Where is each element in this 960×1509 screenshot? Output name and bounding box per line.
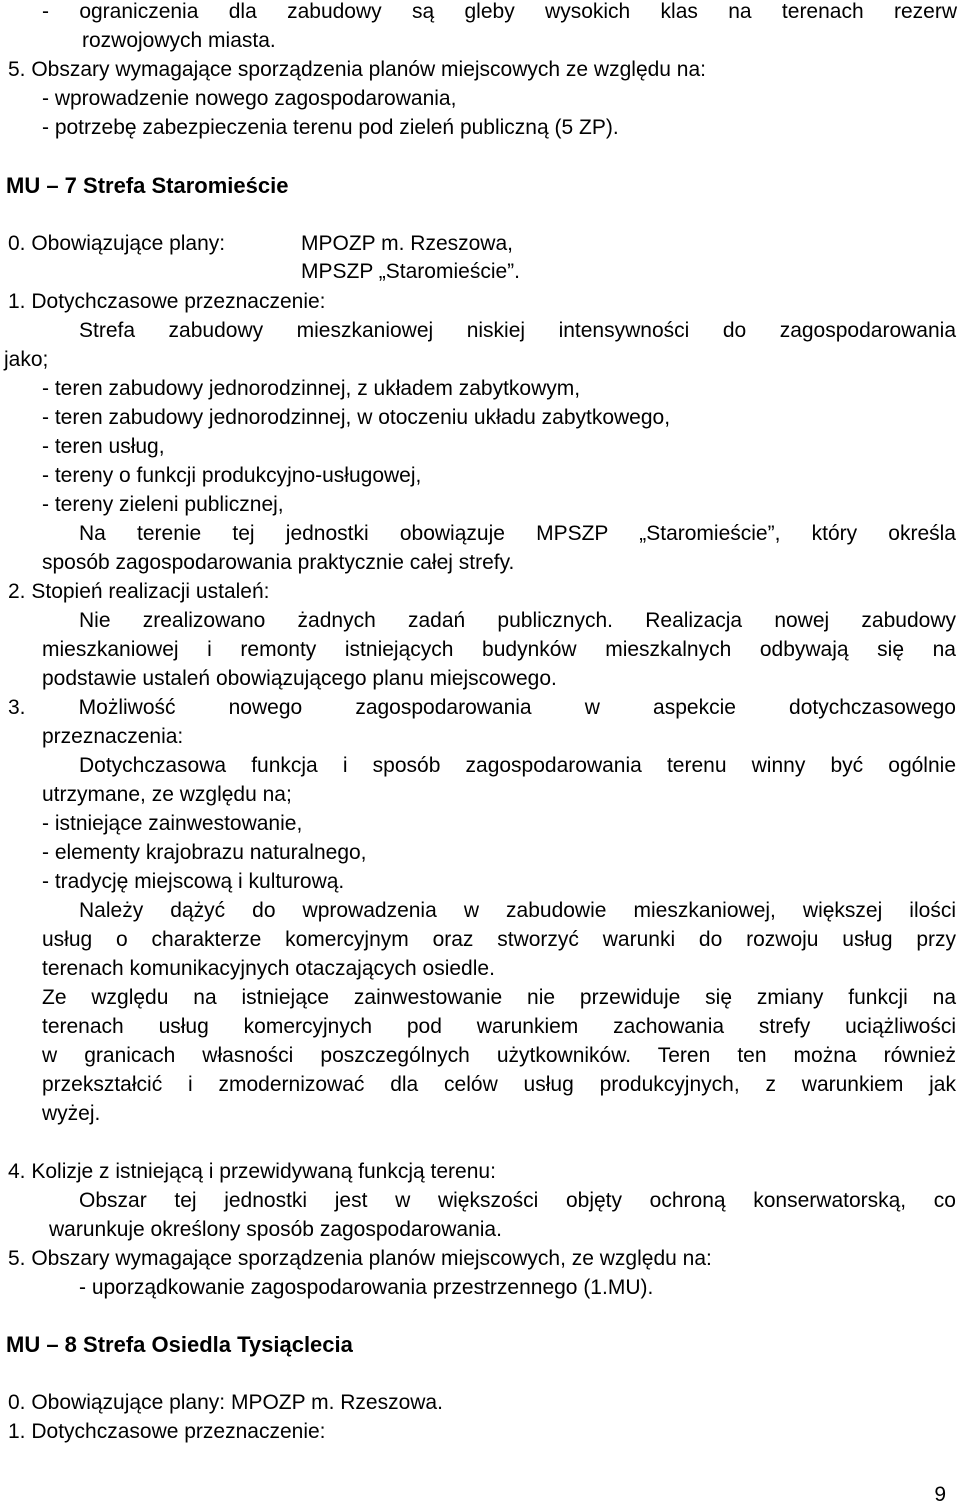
list-item: - uporządkowanie zagospodarowania przestrzennego (1.MU).	[79, 1276, 654, 1299]
list-item: - istniejące zainwestowanie,	[42, 812, 303, 835]
paragraph-line: Strefa zabudowy mieszkaniowej niskiej intensywności do zagospodarowania	[79, 319, 956, 342]
paragraph-line: Obszar tej jednostki jest w większości objęty ochroną konserwatorską, co	[79, 1189, 956, 1212]
plans-label: 0. Obowiązujące plany:	[8, 232, 226, 255]
paragraph-line: Nie zrealizowano żadnych zadań publicznych. Realizacja nowej zabudowy	[79, 609, 956, 632]
paragraph-line: mieszkaniowej i remonty istniejących budynków mieszkalnych odbywają się na	[42, 638, 956, 661]
subsection-title: 2. Stopień realizacji ustaleń:	[8, 580, 270, 603]
subsection-title: 1. Dotychczasowe przeznaczenie:	[8, 1420, 326, 1443]
list-item: - potrzebę zabezpieczenia terenu pod zieleń publiczną (5 ZP).	[42, 116, 619, 139]
section-heading: MU – 8 Strefa Osiedla Tysiąclecia	[6, 1332, 353, 1357]
paragraph-line: podstawie ustaleń obowiązującego planu miejscowego.	[42, 667, 557, 690]
list-item: - teren zabudowy jednorodzinnej, z układem zabytkowym,	[42, 377, 581, 400]
paragraph-line: utrzymane, ze względu na;	[42, 783, 292, 806]
list-item: - wprowadzenie nowego zagospodarowania,	[42, 87, 457, 110]
paragraph-line: terenach komunikacyjnych otaczających osiedle.	[42, 957, 495, 980]
list-item: - tradycję miejscową i kulturową.	[42, 870, 345, 893]
paragraph-line: usług o charakterze komercyjnym oraz stworzyć warunki do rozwoju usług przy	[42, 928, 956, 951]
list-item: - teren zabudowy jednorodzinnej, w otoczeniu układu zabytkowego,	[42, 406, 671, 429]
paragraph-line: przekształcić i zmodernizować dla celów usług produkcyjnych, z warunkiem jak	[42, 1073, 956, 1096]
paragraph-line: sposób zagospodarowania praktycznie całej strefy.	[42, 551, 515, 574]
paragraph-line: Należy dążyć do wprowadzenia w zabudowie mieszkaniowej, większej ilości	[79, 899, 956, 922]
list-item: - tereny zieleni publicznej,	[42, 493, 284, 516]
page-number: 9	[934, 1483, 946, 1506]
paragraph-line: terenach usług komercyjnych pod warunkiem zachowania strefy uciążliwości	[42, 1015, 956, 1038]
section-heading: MU – 7 Strefa Staromieście	[6, 173, 289, 198]
paragraph-line: Na terenie tej jednostki obowiązuje MPSZP „Staromieście”, który określa	[79, 522, 956, 545]
paragraph-line: warunkuje określony sposób zagospodarowania.	[49, 1218, 502, 1241]
subsection-title: 3. Możliwość nowego zagospodarowania w aspekcie dotychczasowego	[8, 696, 956, 719]
subsection-title: 4. Kolizje z istniejącą i przewidywaną funkcją terenu:	[8, 1160, 496, 1183]
text-line: rozwojowych miasta.	[82, 29, 276, 52]
list-item: 5. Obszary wymagające sporządzenia planów miejscowych ze względu na:	[8, 58, 707, 81]
paragraph-line: Dotychczasowa funkcja i sposób zagospodarowania terenu winny być ogólnie	[79, 754, 956, 777]
list-item: - teren usług,	[42, 435, 165, 458]
plan-item: MPSZP „Staromieście”.	[301, 260, 520, 283]
subsection-title: przeznaczenia:	[42, 725, 184, 748]
plans-label: 0. Obowiązujące plany: MPOZP m. Rzeszowa.	[8, 1391, 443, 1414]
paragraph-line: w granicach własności poszczególnych użytkowników. Teren ten można również	[42, 1044, 956, 1067]
list-item: - elementy krajobrazu naturalnego,	[42, 841, 367, 864]
paragraph-line: wyżej.	[42, 1102, 101, 1125]
list-item: - tereny o funkcji produkcyjno-usługowej,	[42, 464, 422, 487]
subsection-title: 5. Obszary wymagające sporządzenia planów miejscowych, ze względu na:	[8, 1247, 712, 1270]
subsection-title: 1. Dotychczasowe przeznaczenie:	[8, 290, 326, 313]
paragraph-line: Ze względu na istniejące zainwestowanie nie przewiduje się zmiany funkcji na	[42, 986, 956, 1009]
text-line: - ograniczenia dla zabudowy są gleby wysokich klas na terenach rezerw	[42, 0, 957, 23]
plan-item: MPOZP m. Rzeszowa,	[301, 232, 513, 255]
paragraph-line: jako;	[4, 348, 49, 371]
